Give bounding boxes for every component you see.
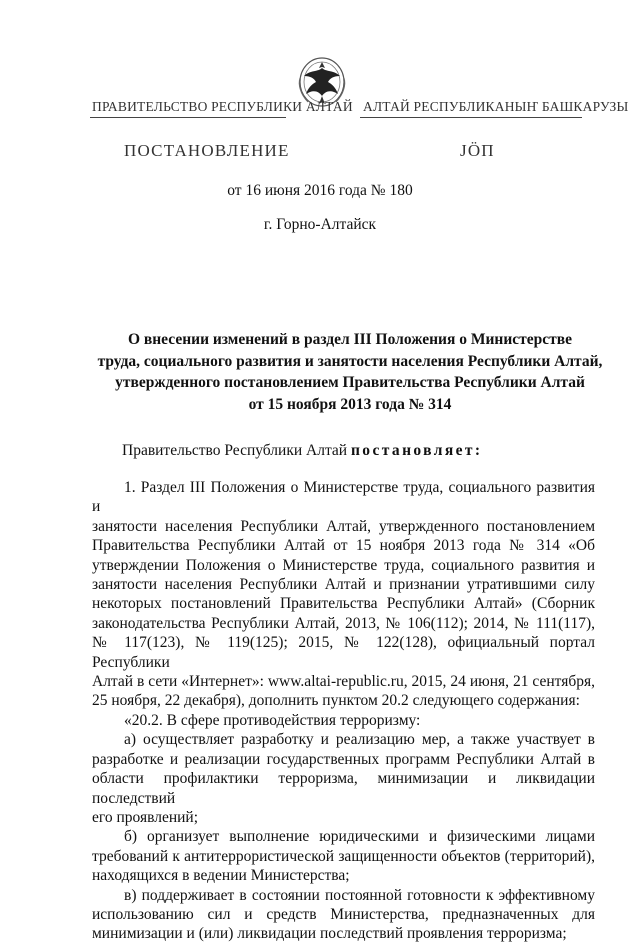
body-line: 25 ноября, 22 декабря), дополнить пунктом 20.2 следующего содержания: xyxy=(92,692,580,710)
preamble-text: Правительство Республики Алтай xyxy=(122,442,351,459)
decree-label-altai: ЈӦП xyxy=(460,141,495,160)
body-line: а) осуществляет разработку и реализацию мер, а также участвует в xyxy=(124,731,595,749)
body-line: б) организует выполнение юридическими и физическими лицами xyxy=(124,828,595,846)
header-left-org: ПРАВИТЕЛЬСТВО РЕСПУБЛИКИ АЛТАЙ xyxy=(92,99,353,114)
body-line: требований к антитеррористической защищенности объектов (территорий), xyxy=(92,847,595,865)
preamble-action: постановляет: xyxy=(350,442,483,459)
decree-city: г. Горно-Алтайск xyxy=(263,216,377,233)
body-line: его проявлений; xyxy=(92,808,199,826)
title-line: утвержденного постановлением Правительства Республики Алтай xyxy=(115,374,585,391)
header-divider-right xyxy=(360,117,582,118)
header-divider-left xyxy=(90,117,286,118)
body-line: находящихся в ведении Министерства; xyxy=(92,867,350,885)
title-line: О внесении изменений в раздел III Положения о Министерстве xyxy=(127,331,573,348)
body-line: законодательства Республики Алтай, 2013, № 106(112); 2014, № 111(117), xyxy=(92,614,595,632)
decree-date-number: от 16 июня 2016 года № 180 xyxy=(227,182,413,199)
body-line: занятости населения Республики Алтай и признании утратившими силу xyxy=(92,576,595,594)
body-line: занятости населения Республики Алтай, утвержденного постановлением xyxy=(92,517,595,535)
body-line: № 117(123), № 119(125); 2015, № 122(128), официальный портал Республики xyxy=(92,634,595,671)
document-body xyxy=(92,478,595,944)
paragraph-1 xyxy=(92,478,595,711)
body-line: минимизации и (или) ликвидации последствий проявления терроризма; xyxy=(92,925,567,943)
paragraph-20-2-heading xyxy=(92,711,595,730)
body-line: «20.2. В сфере противодействия терроризму: xyxy=(124,711,421,729)
body-line: области профилактики терроризма, минимизации и ликвидации последствий xyxy=(92,770,595,807)
paragraph-v xyxy=(92,886,595,944)
body-line: Правительства Республики Алтай от 15 ноября 2013 года № 314 «Об xyxy=(92,537,595,555)
title-line: труда, социального развития и занятости населения Республики Алтай, xyxy=(97,352,603,370)
document-title xyxy=(80,329,620,415)
body-line: некоторых постановлений Правительства Республики Алтай» (Сборник xyxy=(92,595,595,613)
header-right-org: АЛТАЙ РЕСПУБЛИКАНЫҤ БАШКАРУЗЫ xyxy=(363,99,629,114)
paragraph-b xyxy=(92,827,595,885)
body-line: в) поддерживает в состоянии постоянной готовности к эффективному xyxy=(124,886,595,904)
body-line: Алтай в сети «Интернет»: www.altai-republic.ru, 2015, 24 июня, 21 сентября, xyxy=(92,673,595,691)
body-line: разработке и реализации государственных программ Республики Алтай в xyxy=(92,750,595,768)
paragraph-a xyxy=(92,730,595,827)
decree-label-russian: ПОСТАНОВЛЕНИЕ xyxy=(124,141,290,160)
preamble xyxy=(122,442,482,460)
body-line: 1. Раздел III Положения о Министерстве труда, социального развития и xyxy=(92,479,595,516)
body-line: утверждении Положения о Министерстве труда, социального развития и xyxy=(92,556,595,574)
body-line: использованию сил и средств Министерства, предназначенных для xyxy=(92,905,595,923)
title-line: от 15 ноября 2013 года № 314 xyxy=(248,395,452,413)
